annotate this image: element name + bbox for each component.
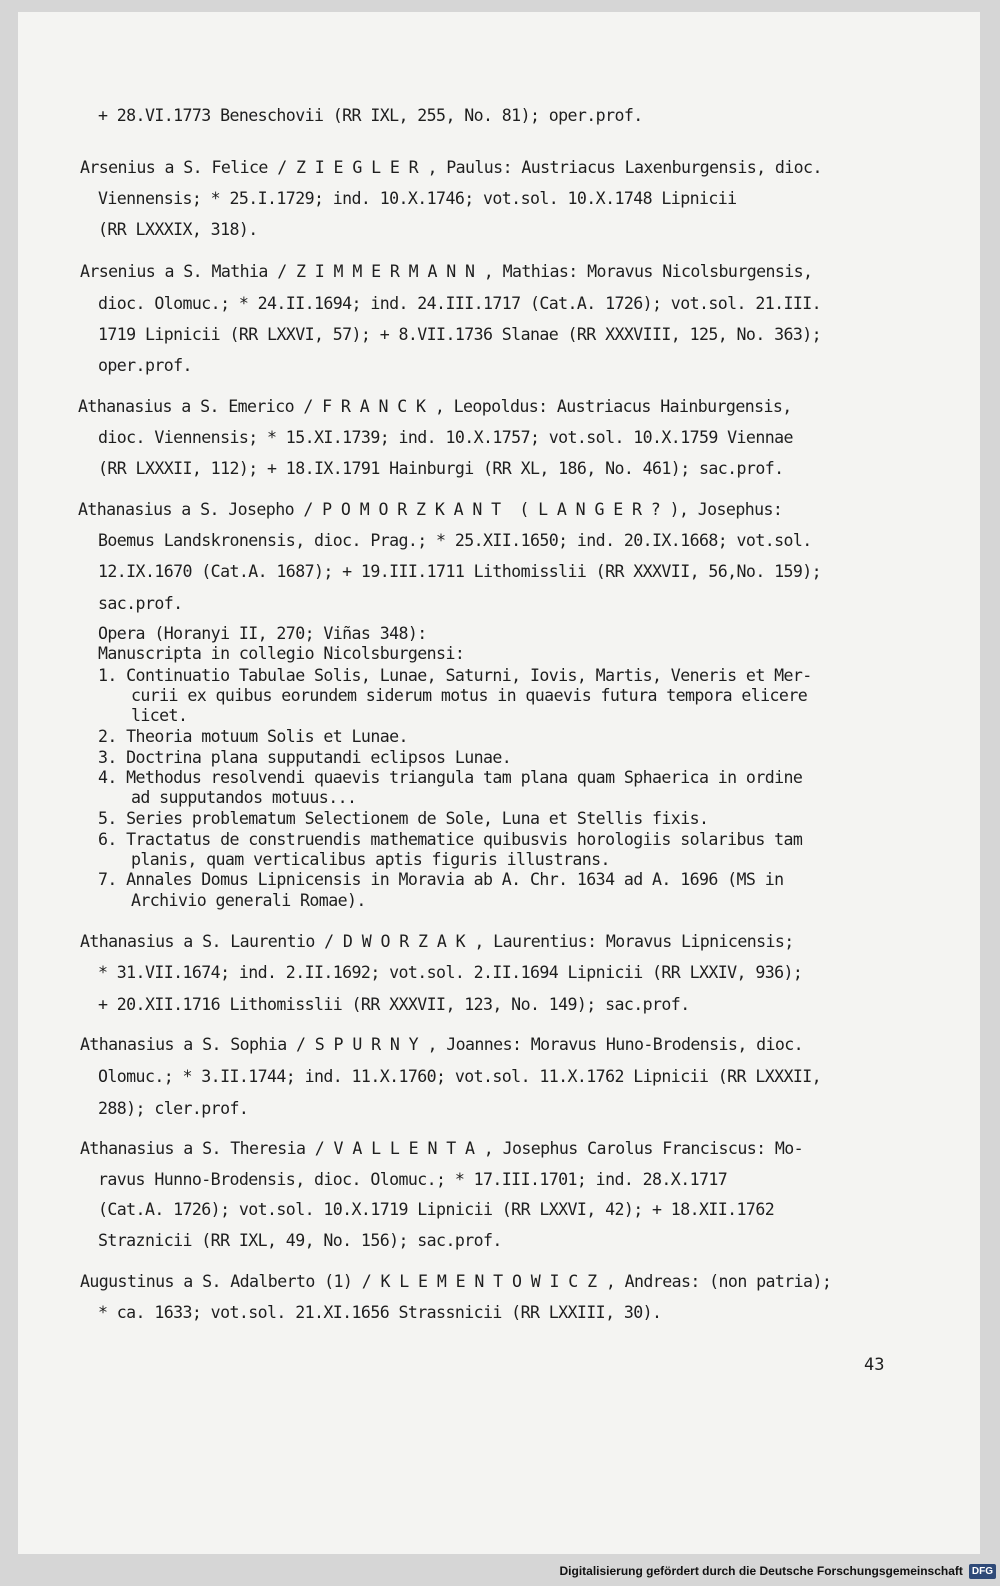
text-line: + 28.VI.1773 Beneschovii (RR IXL, 255, No. 81); oper.prof. xyxy=(98,106,643,125)
footer xyxy=(559,1560,996,1582)
list-item: 5. Series problematum Selectionem de Sole, Luna et Stellis fixis. xyxy=(98,809,709,828)
entry-heading-line: Athanasius a S. Laurentio / D W O R Z A K , Laurentius: Moravus Lipnicensis; xyxy=(80,932,794,951)
scanned-page xyxy=(18,12,980,1554)
text-line: 1719 Lipnicii (RR LXXVI, 57); + 8.VII.1736 Slanae (RR XXXVIII, 125, No. 363); xyxy=(98,325,822,344)
text-line: Straznicii (RR IXL, 49, No. 156); sac.prof. xyxy=(98,1231,502,1250)
list-item-continuation: planis, quam verticalibus aptis figuris illustrans. xyxy=(131,850,610,869)
text-line: Viennensis; * 25.I.1729; ind. 10.X.1746; vot.sol. 10.X.1748 Lipnicii xyxy=(98,189,737,208)
list-item: 7. Annales Domus Lipnicensis in Moravia ab A. Chr. 1634 ad A. 1696 (MS in xyxy=(98,870,784,889)
text-line: (Cat.A. 1726); vot.sol. 10.X.1719 Lipnicii (RR LXXVI, 42); + 18.XII.1762 xyxy=(98,1200,775,1219)
text-line: oper.prof. xyxy=(98,356,192,375)
list-item: 1. Continuatio Tabulae Solis, Lunae, Saturni, Iovis, Martis, Veneris et Mer- xyxy=(98,666,812,685)
list-item: 6. Tractatus de construendis mathematice quibusvis horologiis solaribus tam xyxy=(98,830,803,849)
list-item: 3. Doctrina plana supputandi eclipsos Lunae. xyxy=(98,748,512,767)
opera-heading: Opera (Horanyi II, 270; Viñas 348): xyxy=(98,624,427,643)
text-line: sac.prof. xyxy=(98,594,183,613)
dfg-logo: DFG xyxy=(969,1564,996,1579)
list-item: 4. Methodus resolvendi quaevis triangula tam plana quam Sphaerica in ordine xyxy=(98,768,803,787)
text-line: ravus Hunno-Brodensis, dioc. Olomuc.; * 17.III.1701; ind. 28.X.1717 xyxy=(98,1170,728,1189)
entry-heading-line: Augustinus a S. Adalberto (1) / K L E M E N T O W I C Z , Andreas: (non patria); xyxy=(80,1272,832,1291)
text-line: + 20.XII.1716 Lithomisslii (RR XXXVII, 123, No. 149); sac.prof. xyxy=(98,995,690,1014)
text-line: dioc. Olomuc.; * 24.II.1694; ind. 24.III.1717 (Cat.A. 1726); vot.sol. 21.III. xyxy=(98,294,822,313)
text-line: * 31.VII.1674; ind. 2.II.1692; vot.sol. 2.II.1694 Lipnicii (RR LXXIV, 936); xyxy=(98,963,803,982)
text-line: * ca. 1633; vot.sol. 21.XI.1656 Strassnicii (RR LXXIII, 30). xyxy=(98,1303,662,1322)
text-line: (RR LXXXII, 112); + 18.IX.1791 Hainburgi (RR XL, 186, No. 461); sac.prof. xyxy=(98,459,784,478)
entry-heading-line: Arsenius a S. Mathia / Z I M M E R M A N N , Mathias: Moravus Nicolsburgensis, xyxy=(80,262,813,281)
entry-heading-line: Arsenius a S. Felice / Z I E G L E R , Paulus: Austriacus Laxenburgensis, dioc. xyxy=(80,158,822,177)
page-number: 43 xyxy=(864,1355,885,1375)
list-item: 2. Theoria motuum Solis et Lunae. xyxy=(98,727,408,746)
text-line: Manuscripta in collegio Nicolsburgensi: xyxy=(98,644,465,663)
text-line: Boemus Landskronensis, dioc. Prag.; * 25.XII.1650; ind. 20.IX.1668; vot.sol. xyxy=(98,531,812,550)
text-line: 288); cler.prof. xyxy=(98,1099,249,1118)
entry-heading-line: Athanasius a S. Josepho / P O M O R Z K A N T ( L A N G E R ? ), Josephus: xyxy=(78,500,783,519)
footer-text: Digitalisierung gefördert durch die Deutsche Forschungsgemeinschaft xyxy=(559,1564,963,1578)
entry-heading-line: Athanasius a S. Emerico / F R A N C K , Leopoldus: Austriacus Hainburgensis, xyxy=(78,397,792,416)
text-line: dioc. Viennensis; * 15.XI.1739; ind. 10.X.1757; vot.sol. 10.X.1759 Viennae xyxy=(98,428,793,447)
text-line: (RR LXXXIX, 318). xyxy=(98,220,258,239)
list-item-continuation: licet. xyxy=(131,706,188,725)
text-line: 12.IX.1670 (Cat.A. 1687); + 19.III.1711 Lithomisslii (RR XXXVII, 56,No. 159); xyxy=(98,562,822,581)
text-line: Olomuc.; * 3.II.1744; ind. 11.X.1760; vot.sol. 11.X.1762 Lipnicii (RR LXXXII, xyxy=(98,1067,822,1086)
entry-heading-line: Athanasius a S. Sophia / S P U R N Y , Joannes: Moravus Huno-Brodensis, dioc. xyxy=(80,1035,804,1054)
list-item-continuation: curii ex quibus eorundem siderum motus in quaevis futura tempora elicere xyxy=(131,686,808,705)
list-item-continuation: Archivio generali Romae). xyxy=(131,891,366,910)
list-item-continuation: ad supputandos motuus... xyxy=(131,788,357,807)
entry-heading-line: Athanasius a S. Theresia / V A L L E N T A , Josephus Carolus Franciscus: Mo- xyxy=(80,1139,804,1158)
